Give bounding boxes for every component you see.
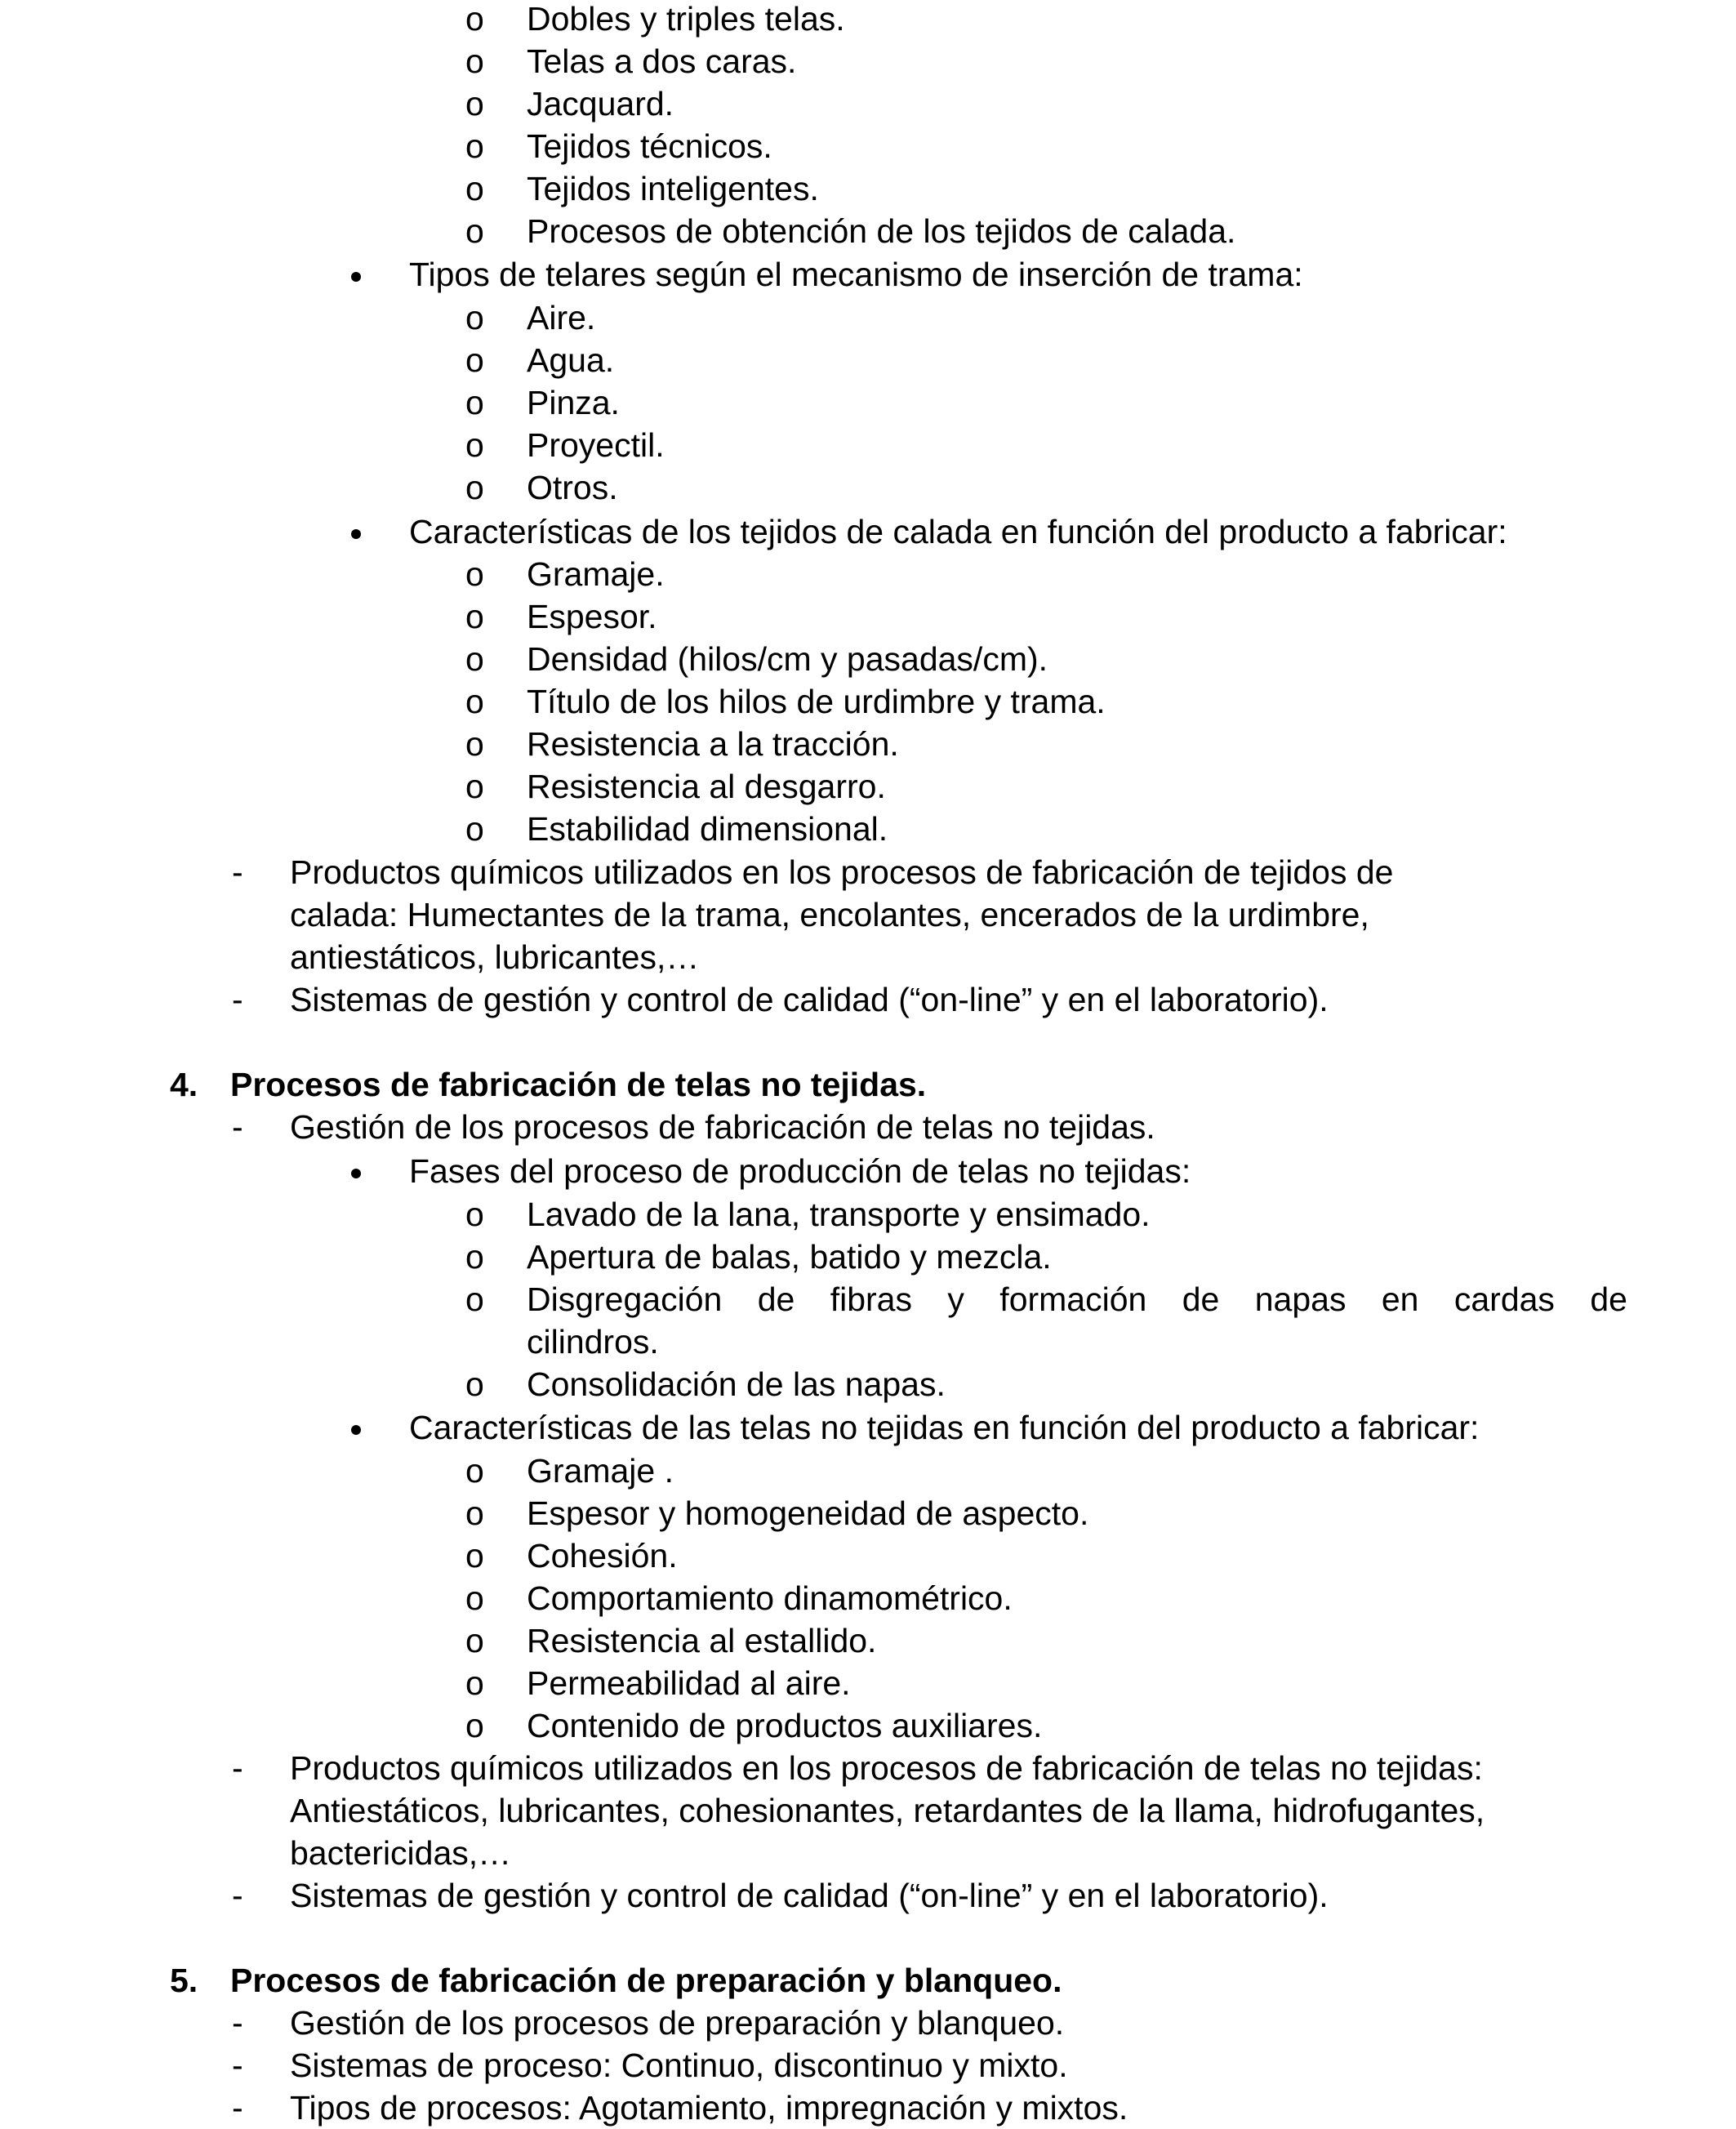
sub-bullet-marker: o bbox=[465, 555, 484, 593]
word: en bbox=[1381, 1281, 1419, 1318]
sub-bullet-marker: o bbox=[465, 127, 484, 165]
sub-bullet-marker: o bbox=[465, 1579, 484, 1617]
list-item: Tejidos técnicos. bbox=[527, 127, 772, 165]
list-item: Otros. bbox=[527, 469, 618, 506]
sub-bullet-marker: o bbox=[465, 384, 484, 421]
list-item-heading: Tipos de telares según el mecanismo de inserción de trama: bbox=[409, 256, 1303, 293]
word: formación bbox=[999, 1281, 1147, 1318]
section-number: 4. bbox=[170, 1066, 198, 1103]
list-item: Cohesión. bbox=[527, 1537, 678, 1574]
sub-bullet-marker: o bbox=[465, 1622, 484, 1659]
dash-marker: - bbox=[232, 1108, 243, 1146]
list-item: Permeabilidad al aire. bbox=[527, 1664, 851, 1702]
sub-bullet-marker: o bbox=[465, 1238, 484, 1276]
list-item: Título de los hilos de urdimbre y trama. bbox=[527, 683, 1106, 720]
sub-bullet-marker: o bbox=[465, 85, 484, 122]
list-item: Resistencia al desgarro. bbox=[527, 768, 886, 805]
sub-bullet-marker: o bbox=[465, 1494, 484, 1532]
sub-bullet-marker: o bbox=[465, 1365, 484, 1403]
justified-line bbox=[527, 1278, 1627, 1321]
list-item-heading: Características de las telas no tejidas en función del producto a fabricar: bbox=[409, 1409, 1480, 1446]
bullet-dot-icon bbox=[351, 272, 361, 282]
list-item: Resistencia al estallido. bbox=[527, 1622, 877, 1659]
sub-bullet-marker: o bbox=[465, 42, 484, 80]
paragraph-line: Antiestáticos, lubricantes, cohesionantes, retardantes de la llama, hidrofugantes, bbox=[290, 1792, 1485, 1829]
sub-bullet-marker: o bbox=[465, 810, 484, 848]
list-item: Telas a dos caras. bbox=[527, 42, 797, 80]
list-item: Espesor. bbox=[527, 598, 657, 635]
list-item-heading: Fases del proceso de producción de telas no tejidas: bbox=[409, 1152, 1191, 1190]
paragraph-line: Sistemas de proceso: Continuo, discontinuo y mixto. bbox=[290, 2047, 1068, 2084]
list-item: Gramaje . bbox=[527, 1452, 674, 1490]
sub-bullet-marker: o bbox=[465, 170, 484, 207]
word: de bbox=[1182, 1281, 1220, 1318]
sub-bullet-marker: o bbox=[465, 341, 484, 379]
sub-bullet-marker: o bbox=[465, 598, 484, 635]
paragraph-line: bactericidas,… bbox=[290, 1834, 512, 1872]
list-item: Resistencia a la tracción. bbox=[527, 725, 899, 763]
sub-bullet-marker: o bbox=[465, 1537, 484, 1574]
section-number: 5. bbox=[170, 1962, 198, 1999]
list-item-continuation: cilindros. bbox=[527, 1323, 659, 1361]
paragraph-line: Productos químicos utilizados en los procesos de fabricación de tejidos de bbox=[290, 853, 1394, 891]
dash-marker: - bbox=[232, 853, 243, 891]
paragraph-line: antiestáticos, lubricantes,… bbox=[290, 938, 700, 976]
sub-bullet-marker: o bbox=[465, 0, 484, 38]
section-heading: Procesos de fabricación de telas no tejidas. bbox=[230, 1066, 927, 1103]
list-item: Dobles y triples telas. bbox=[527, 0, 845, 38]
paragraph-line: Sistemas de gestión y control de calidad (“on-line” y en el laboratorio). bbox=[290, 1877, 1329, 1914]
paragraph-line: calada: Humectantes de la trama, encolantes, encerados de la urdimbre, bbox=[290, 896, 1369, 933]
list-item: Agua. bbox=[527, 341, 615, 379]
sub-bullet-marker: o bbox=[465, 1707, 484, 1744]
bullet-dot-icon bbox=[351, 1425, 361, 1435]
dash-marker: - bbox=[232, 1749, 243, 1787]
dash-marker: - bbox=[232, 2089, 243, 2127]
list-item: Estabilidad dimensional. bbox=[527, 810, 888, 848]
paragraph-line: Gestión de los procesos de preparación y blanqueo. bbox=[290, 2004, 1065, 2042]
sub-bullet-marker: o bbox=[465, 299, 484, 336]
word: de bbox=[757, 1281, 795, 1318]
list-item: Densidad (hilos/cm y pasadas/cm). bbox=[527, 640, 1048, 678]
list-item: Jacquard. bbox=[527, 85, 674, 122]
list-item: Comportamiento dinamométrico. bbox=[527, 1579, 1013, 1617]
sub-bullet-marker: o bbox=[465, 1664, 484, 1702]
list-item: Espesor y homogeneidad de aspecto. bbox=[527, 1494, 1089, 1532]
sub-bullet-marker: o bbox=[465, 426, 484, 464]
paragraph-line: Gestión de los procesos de fabricación de telas no tejidas. bbox=[290, 1108, 1155, 1146]
sub-bullet-marker: o bbox=[465, 640, 484, 678]
list-item: Contenido de productos auxiliares. bbox=[527, 1707, 1043, 1744]
dash-marker: - bbox=[232, 2004, 243, 2042]
list-item: Consolidación de las napas. bbox=[527, 1365, 946, 1403]
sub-bullet-marker: o bbox=[465, 768, 484, 805]
word: fibras bbox=[830, 1281, 912, 1318]
bullet-dot-icon bbox=[351, 1169, 361, 1178]
word: cardas bbox=[1453, 1281, 1555, 1318]
paragraph-line: Productos químicos utilizados en los procesos de fabricación de telas no tejidas: bbox=[290, 1749, 1483, 1787]
sub-bullet-marker: o bbox=[465, 212, 484, 250]
word: y bbox=[947, 1281, 964, 1318]
list-item: Apertura de balas, batido y mezcla. bbox=[527, 1238, 1052, 1276]
list-item: Aire. bbox=[527, 299, 596, 336]
sub-bullet-marker: o bbox=[465, 683, 484, 720]
list-item: Gramaje. bbox=[527, 555, 665, 593]
dash-marker: - bbox=[232, 981, 243, 1018]
word: napas bbox=[1254, 1281, 1347, 1318]
list-item: Proyectil. bbox=[527, 426, 665, 464]
list-item: Procesos de obtención de los tejidos de calada. bbox=[527, 212, 1236, 250]
word: de bbox=[1590, 1281, 1627, 1318]
paragraph-line: Sistemas de gestión y control de calidad (“on-line” y en el laboratorio). bbox=[290, 981, 1329, 1018]
list-item: Tejidos inteligentes. bbox=[527, 170, 819, 207]
sub-bullet-marker: o bbox=[465, 469, 484, 506]
dash-marker: - bbox=[232, 2047, 243, 2084]
paragraph-line: Tipos de procesos: Agotamiento, impregnación y mixtos. bbox=[290, 2089, 1128, 2127]
word: Disgregación bbox=[527, 1281, 723, 1318]
list-item-heading: Características de los tejidos de calada en función del producto a fabricar: bbox=[409, 513, 1507, 550]
bullet-dot-icon bbox=[351, 529, 361, 539]
sub-bullet-marker: o bbox=[465, 1452, 484, 1490]
section-heading: Procesos de fabricación de preparación y blanqueo. bbox=[230, 1962, 1062, 1999]
sub-bullet-marker: o bbox=[465, 725, 484, 763]
list-item: Lavado de la lana, transporte y ensimado. bbox=[527, 1196, 1151, 1233]
dash-marker: - bbox=[232, 1877, 243, 1914]
sub-bullet-marker: o bbox=[465, 1281, 484, 1318]
sub-bullet-marker: o bbox=[465, 1196, 484, 1233]
list-item: Pinza. bbox=[527, 384, 620, 421]
